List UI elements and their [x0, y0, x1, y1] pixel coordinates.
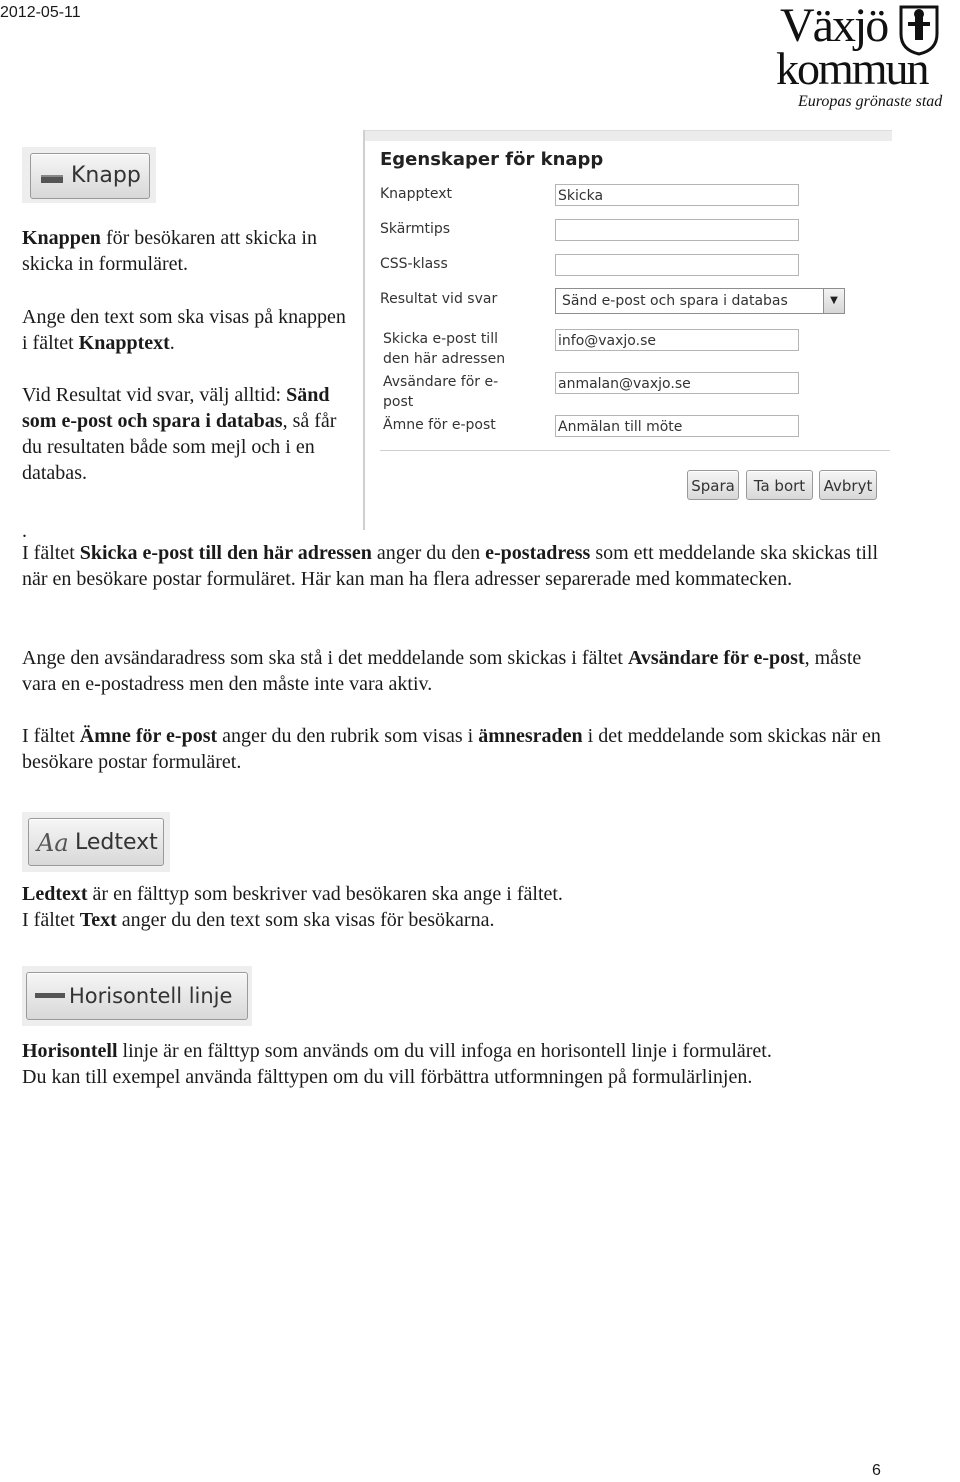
- knapp-button-label: Knapp: [71, 163, 141, 188]
- text-run: I fältet: [22, 725, 80, 747]
- horizontal-line-icon: [35, 993, 65, 999]
- logo-tagline: Europas grönaste stad: [798, 93, 943, 110]
- bold-term: Skicka e-post till den här adressen: [79, 542, 372, 564]
- bold-term: Avsändare för e-post: [627, 647, 805, 669]
- email-paragraph-3: [22, 723, 897, 775]
- horisontell-line-1: [22, 1038, 942, 1064]
- css-klass-input[interactable]: [555, 254, 799, 276]
- email-paragraph-2: [22, 645, 897, 697]
- text-run: , måste vara en e-postadress men den måste inte vara aktiv.: [22, 647, 862, 695]
- label-line: den här adressen: [383, 351, 506, 367]
- email-paragraph-1: [22, 540, 897, 592]
- bold-term: Ledtext: [22, 883, 88, 905]
- label-skarmtips: Skärmtips: [380, 221, 451, 237]
- skicka-epost-input[interactable]: info@vaxjo.se: [555, 329, 799, 351]
- document-date: 2012-05-11: [0, 4, 81, 21]
- label-knapptext: Knapptext: [380, 186, 453, 202]
- vaxjo-kommun-logo: [776, 2, 960, 114]
- page-number: 6: [872, 1462, 881, 1479]
- text-run: Vid Resultat vid svar, välj alltid:: [22, 384, 287, 406]
- label-amne: Ämne för e-post: [383, 417, 496, 433]
- panel-left-border: [363, 130, 365, 530]
- knapp-paragraph-3: [22, 382, 352, 486]
- knapp-button[interactable]: [30, 153, 150, 199]
- text-run: anger du den: [371, 542, 486, 564]
- label-resultat-vid-svar: Resultat vid svar: [380, 291, 498, 307]
- logo-line1: Växjö: [780, 0, 888, 52]
- horisontell-line-2: [22, 1064, 942, 1090]
- resultat-select[interactable]: [555, 288, 845, 314]
- text-run: anger du den rubrik som visas i: [217, 725, 479, 747]
- stray-dot: .: [22, 520, 27, 542]
- label-css-klass: CSS-klass: [380, 256, 448, 272]
- bold-term: e-postadress: [485, 542, 591, 564]
- text-run: Du kan till exempel använda fälttypen om du vill förbättra utformningen på formulärlinjen.: [22, 1066, 753, 1088]
- text-run: Ange den text som ska visas på knappen i fältet: [22, 306, 346, 354]
- text-run: som ett meddelande ska skickas till när en besökare postar formuläret. Här kan man ha flera adresser separerade med kommatecken.: [22, 542, 879, 590]
- label-line: Skicka e-post till: [383, 331, 498, 347]
- label-line: Avsändare för e-: [383, 374, 499, 390]
- resultat-select-value: Sänd e-post och spara i databas: [562, 293, 788, 309]
- bold-term: ämnesraden: [478, 725, 583, 747]
- bold-term: Knapptext: [78, 332, 170, 354]
- text-run: är en fälttyp som beskriver vad besökaren ska ange i fältet.: [87, 883, 563, 905]
- panel-title: Egenskaper för knapp: [380, 149, 604, 170]
- horisontell-linje-button[interactable]: [26, 972, 248, 1020]
- knapp-button-screenshot: [22, 147, 156, 203]
- skarmtips-input[interactable]: [555, 219, 799, 241]
- text-style-icon: Aa: [37, 829, 69, 857]
- dropdown-arrow-icon[interactable]: ▼: [823, 289, 844, 313]
- delete-button[interactable]: Ta bort: [746, 470, 813, 500]
- text-run: Ange den avsändaradress som ska stå i det meddelande som skickas i fältet: [22, 647, 628, 669]
- bold-term: Text: [79, 909, 117, 931]
- bold-term: Sänd som e-post och spara i databas: [22, 384, 330, 432]
- horisontell-button-screenshot: [22, 966, 252, 1026]
- text-run: linje är en fälttyp som används om du vill infoga en horisontell linje i formuläret.: [117, 1040, 772, 1062]
- label-skicka-epost: [383, 329, 505, 369]
- text-run: I fältet: [22, 542, 80, 564]
- cancel-button[interactable]: Avbryt: [819, 470, 877, 500]
- save-button[interactable]: Spara: [687, 470, 739, 500]
- text-run: för besökaren att skicka in skicka in formuläret.: [22, 227, 317, 275]
- label-line: post: [383, 394, 414, 410]
- logo-line2: kommun: [776, 43, 928, 94]
- horisontell-button-label: Horisontell linje: [69, 984, 233, 1008]
- knapp-paragraph-1: [22, 225, 352, 277]
- text-run: , så får du resultaten både som mejl och i en databas.: [22, 410, 337, 484]
- button-icon: [41, 171, 65, 185]
- amne-input[interactable]: Anmälan till möte: [555, 415, 799, 437]
- bold-term: Horisontell: [22, 1040, 118, 1062]
- panel-top-border: [364, 130, 892, 141]
- text-run: i det meddelande som skickas när en besökare postar formuläret.: [22, 725, 881, 773]
- ledtext-line-1: [22, 881, 922, 907]
- text-run: anger du den text som ska visas för besökarna.: [116, 909, 495, 931]
- label-avsandare: [383, 372, 498, 412]
- panel-divider: [380, 450, 890, 451]
- bold-term: Ämne för e-post: [79, 725, 218, 747]
- knapp-paragraph-2: [22, 304, 352, 356]
- ledtext-button-label: Ledtext: [75, 830, 158, 855]
- bold-term: Knappen: [22, 227, 101, 249]
- ledtext-button[interactable]: [28, 818, 164, 866]
- text-run: I fältet: [22, 909, 80, 931]
- knapptext-input[interactable]: Skicka: [555, 184, 799, 206]
- text-run: .: [169, 332, 175, 354]
- ledtext-line-2: [22, 907, 922, 933]
- ledtext-button-screenshot: [22, 812, 170, 872]
- avsandare-input[interactable]: anmalan@vaxjo.se: [555, 372, 799, 394]
